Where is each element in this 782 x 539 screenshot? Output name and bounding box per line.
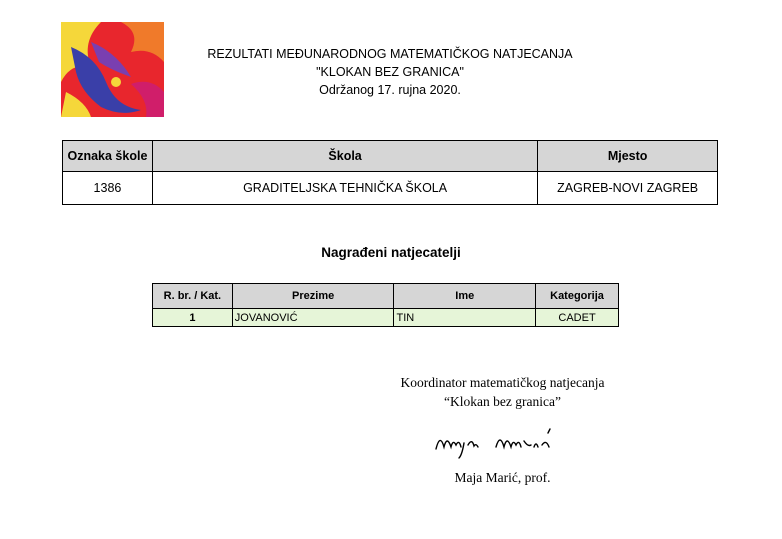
winners-header-row [153,284,619,309]
category-cell: CADET [536,309,619,327]
winners-table [152,283,619,327]
kangaroo-logo [61,22,164,117]
school-table-header-row [63,141,718,172]
rank-cell: 1 [153,309,233,327]
header-line-1: REZULTATI MEĐUNARODNOG MATEMATIČKOG NATJECANJA [207,47,573,61]
coordinator-block [360,373,645,411]
coordinator-name: Maja Marić, prof. [454,470,551,485]
category-header: Kategorija [536,284,619,309]
school-name-header: Škola [152,141,537,172]
school-city-header: Mjesto [538,141,718,172]
school-table-row [63,172,718,205]
header-line-2: "KLOKAN BEZ GRANICA" [316,65,464,79]
school-table [62,140,718,205]
school-code-header: Oznaka škole [63,141,153,172]
header-line-3: Održanog 17. rujna 2020. [319,83,461,97]
school-code-cell: 1386 [63,172,153,205]
table-row [153,309,619,327]
school-city-cell: ZAGREB-NOVI ZAGREB [538,172,718,205]
firstname-cell: TIN [394,309,536,327]
handwritten-signature [432,425,562,466]
rank-header: R. br. / Kat. [153,284,233,309]
results-header [180,45,600,99]
school-name-cell: GRADITELJSKA TEHNIČKA ŠKOLA [152,172,537,205]
surname-header: Prezime [232,284,394,309]
coordinator-competition: “Klokan bez granica” [444,394,561,409]
coordinator-title: Koordinator matematičkog natjecanja [400,375,605,390]
awarded-title: Nagrađeni natjecatelji [321,245,461,260]
surname-cell: JOVANOVIĆ [232,309,394,327]
firstname-header: Ime [394,284,536,309]
